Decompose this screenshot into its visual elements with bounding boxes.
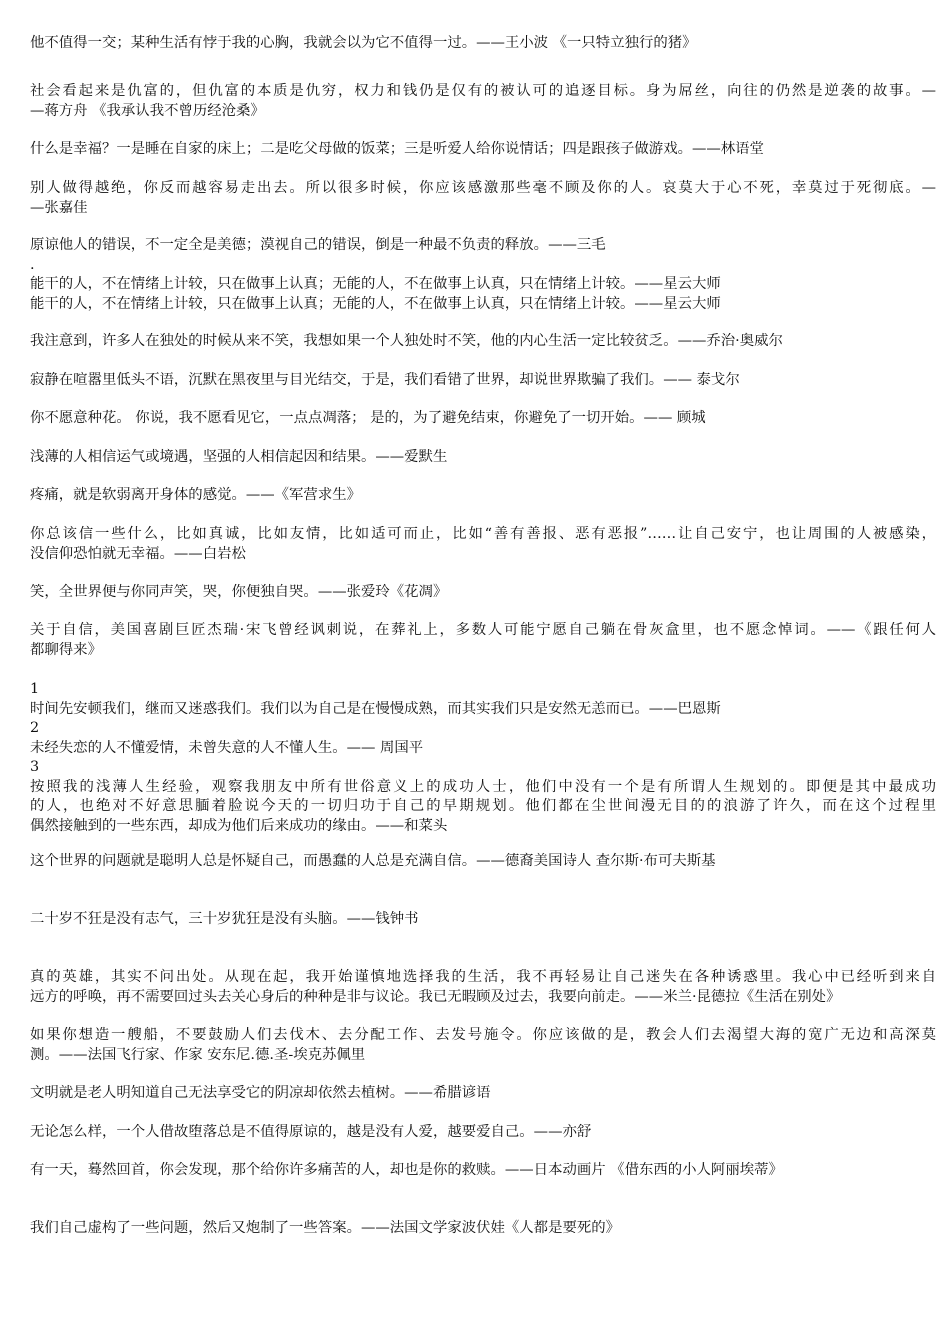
quote-paragraph (30, 1026, 936, 1065)
text-line: 时间先安顿我们，继而又迷惑我们。我们以为自己是在慢慢成熟，而其实我们只是安然无恙而已。——巴恩斯 (30, 700, 721, 717)
text-line: —蒋方舟 《我承认我不曾历经沧桑》 (30, 102, 265, 119)
text-line: 什么是幸福？一是睡在自家的床上；二是吃父母做的饭菜；三是听爱人给你说情话；四是跟孩子做游戏。——林语堂 (30, 141, 764, 157)
text-line: 二十岁不狂是没有志气，三十岁犹狂是没有头脑。——钱钟书 (30, 911, 419, 927)
text-line: 文明就是老人明知道自己无法享受它的阴凉却依然去植树。——希腊谚语 (30, 1085, 491, 1101)
text-line: 的人，也绝对不好意思腼着脸说今天的一切归功于自己的早期规划。他们都在尘世间漫无目的的浪游了许久，而在这个过程里 (30, 798, 936, 814)
quote-paragraph (30, 621, 936, 660)
quote-paragraph (30, 1084, 936, 1104)
text-line: 偶然接触到的一些东西，却成为他们后来成功的缘由。——和菜头 (30, 817, 448, 834)
quote-paragraph (30, 525, 936, 564)
text-line: 按照我的浅薄人生经验，观察我朋友中所有世俗意义上的成功人士，他们中没有一个是有所谓人生规划的。即便是其中最成功 (30, 778, 936, 795)
text-line: 真的英雄，其实不问出处。从现在起，我开始谨慎地选择我的生活，我不再轻易让自己迷失在各种诱惑里。我心中已经听到来自 (30, 969, 936, 985)
quote-paragraph (30, 179, 936, 218)
text-line: 疼痛，就是软弱离开身体的感觉。——《军营求生》 (30, 487, 361, 503)
text-line: 关于自信，美国喜剧巨匠杰瑞·宋飞曾经讽刺说，在葬礼上，多数人可能宁愿自己躺在骨灰盒里，也不愿念悼词。——《跟任何人 (30, 622, 936, 638)
quote-paragraph (30, 332, 936, 352)
text-line: 如果你想造一艘船，不要鼓励人们去伐木、去分配工作、去发号施令。你应该做的是，教会人们去渴望大海的宽广无边和高深莫 (30, 1027, 936, 1043)
quote-paragraph (30, 1123, 936, 1143)
text-line: 能干的人，不在情绪上计较，只在做事上认真；无能的人，不在做事上认真，只在情绪上计较。——星云大师 (30, 276, 721, 292)
text-line: 未经失恋的人不懂爱情，未曾失意的人不懂人生。—— 周国平 (30, 739, 424, 756)
text-line: 都聊得来》 (30, 641, 102, 658)
text-line: 寂静在喧嚣里低头不语，沉默在黑夜里与目光结交，于是，我们看错了世界，却说世界欺骗了我们。—— 泰戈尔 (30, 372, 740, 388)
quote-paragraph (30, 1161, 936, 1181)
text-line: 没信仰恐怕就无幸福。——白岩松 (30, 545, 246, 562)
quote-paragraph (30, 486, 936, 506)
quote-paragraph (30, 448, 936, 468)
text-line: 远方的呼唤，再不需要回过头去关心身后的种种是非与议论。我已无暇顾及过去，我要向前走。——米兰·昆德拉《生活在别处》 (30, 988, 841, 1005)
text-line: . (30, 256, 35, 273)
text-line: 他不值得一交；某种生活有悖于我的心胸，我就会以为它不值得一过。——王小波 《一只特立独行的猪》 (30, 35, 697, 51)
quote-paragraph (30, 680, 936, 836)
text-line: 笑，全世界便与你同声笑，哭，你便独自哭。——张爱玲《花凋》 (30, 584, 448, 600)
quote-paragraph (30, 34, 936, 54)
quote-paragraph (30, 583, 936, 603)
text-line: 测。——法国飞行家、作家 安东尼.德.圣-埃克苏佩里 (30, 1046, 366, 1063)
text-line: 浅薄的人相信运气或境遇，坚强的人相信起因和结果。——爱默生 (30, 449, 448, 465)
text-line: 我们自己虚构了一些问题，然后又炮制了一些答案。——法国文学家波伏娃《人都是要死的》 (30, 1220, 621, 1236)
quote-paragraph (30, 236, 936, 314)
text-line: 能干的人，不在情绪上计较，只在做事上认真；无能的人，不在做事上认真，只在情绪上计较。——星云大师 (30, 295, 721, 312)
text-line: 无论怎么样，一个人借故堕落总是不值得原谅的，越是没有人爱，越要爱自己。——亦舒 (30, 1124, 592, 1140)
quote-paragraph (30, 1219, 936, 1239)
quote-paragraph (30, 409, 936, 429)
quote-paragraph (30, 968, 936, 1007)
quote-paragraph (30, 910, 936, 930)
text-line: 别人做得越绝，你反而越容易走出去。所以很多时候，你应该感激那些毫不顾及你的人。哀莫大于心不死，幸莫过于死彻底。— (30, 180, 936, 196)
quote-paragraph (30, 852, 936, 872)
text-line: 3 (30, 759, 40, 775)
text-line: 这个世界的问题就是聪明人总是怀疑自己，而愚蠢的人总是充满自信。——德裔美国诗人 查尔斯·布可夫斯基 (30, 853, 716, 869)
text-line: 有一天，蓦然回首，你会发现，那个给你许多痛苦的人，却也是你的救赎。——日本动画片 《借东西的小人阿丽埃蒂》 (30, 1162, 783, 1178)
text-line: 社会看起来是仇富的，但仇富的本质是仇穷，权力和钱仍是仅有的被认可的追逐目标。身为屌丝，向往的仍然是逆袭的故事。— (30, 83, 936, 99)
text-line: 原谅他人的错误，不一定全是美德；漠视自己的错误，倒是一种最不负责的释放。——三毛 (30, 237, 606, 253)
quote-paragraph (30, 140, 936, 160)
text-line: 我注意到，许多人在独处的时候从来不笑，我想如果一个人独处时不笑，他的内心生活一定比较贫乏。——乔治·奥威尔 (30, 333, 783, 349)
text-line: 2 (30, 720, 40, 736)
text-line: 你不愿意种花。 你说，我不愿看见它，一点点凋落； 是的，为了避免结束，你避免了一切开始。—— 顾城 (30, 410, 706, 426)
quote-paragraph (30, 371, 936, 391)
text-line: —张嘉佳 (30, 199, 88, 216)
text-line: 你总该信一些什么，比如真诚，比如友情，比如适可而止，比如“善有善报、恶有恶报”……让自己安宁，也让周围的人被感染， (30, 526, 936, 542)
quote-paragraph (30, 82, 936, 121)
text-line: 1 (30, 681, 40, 697)
